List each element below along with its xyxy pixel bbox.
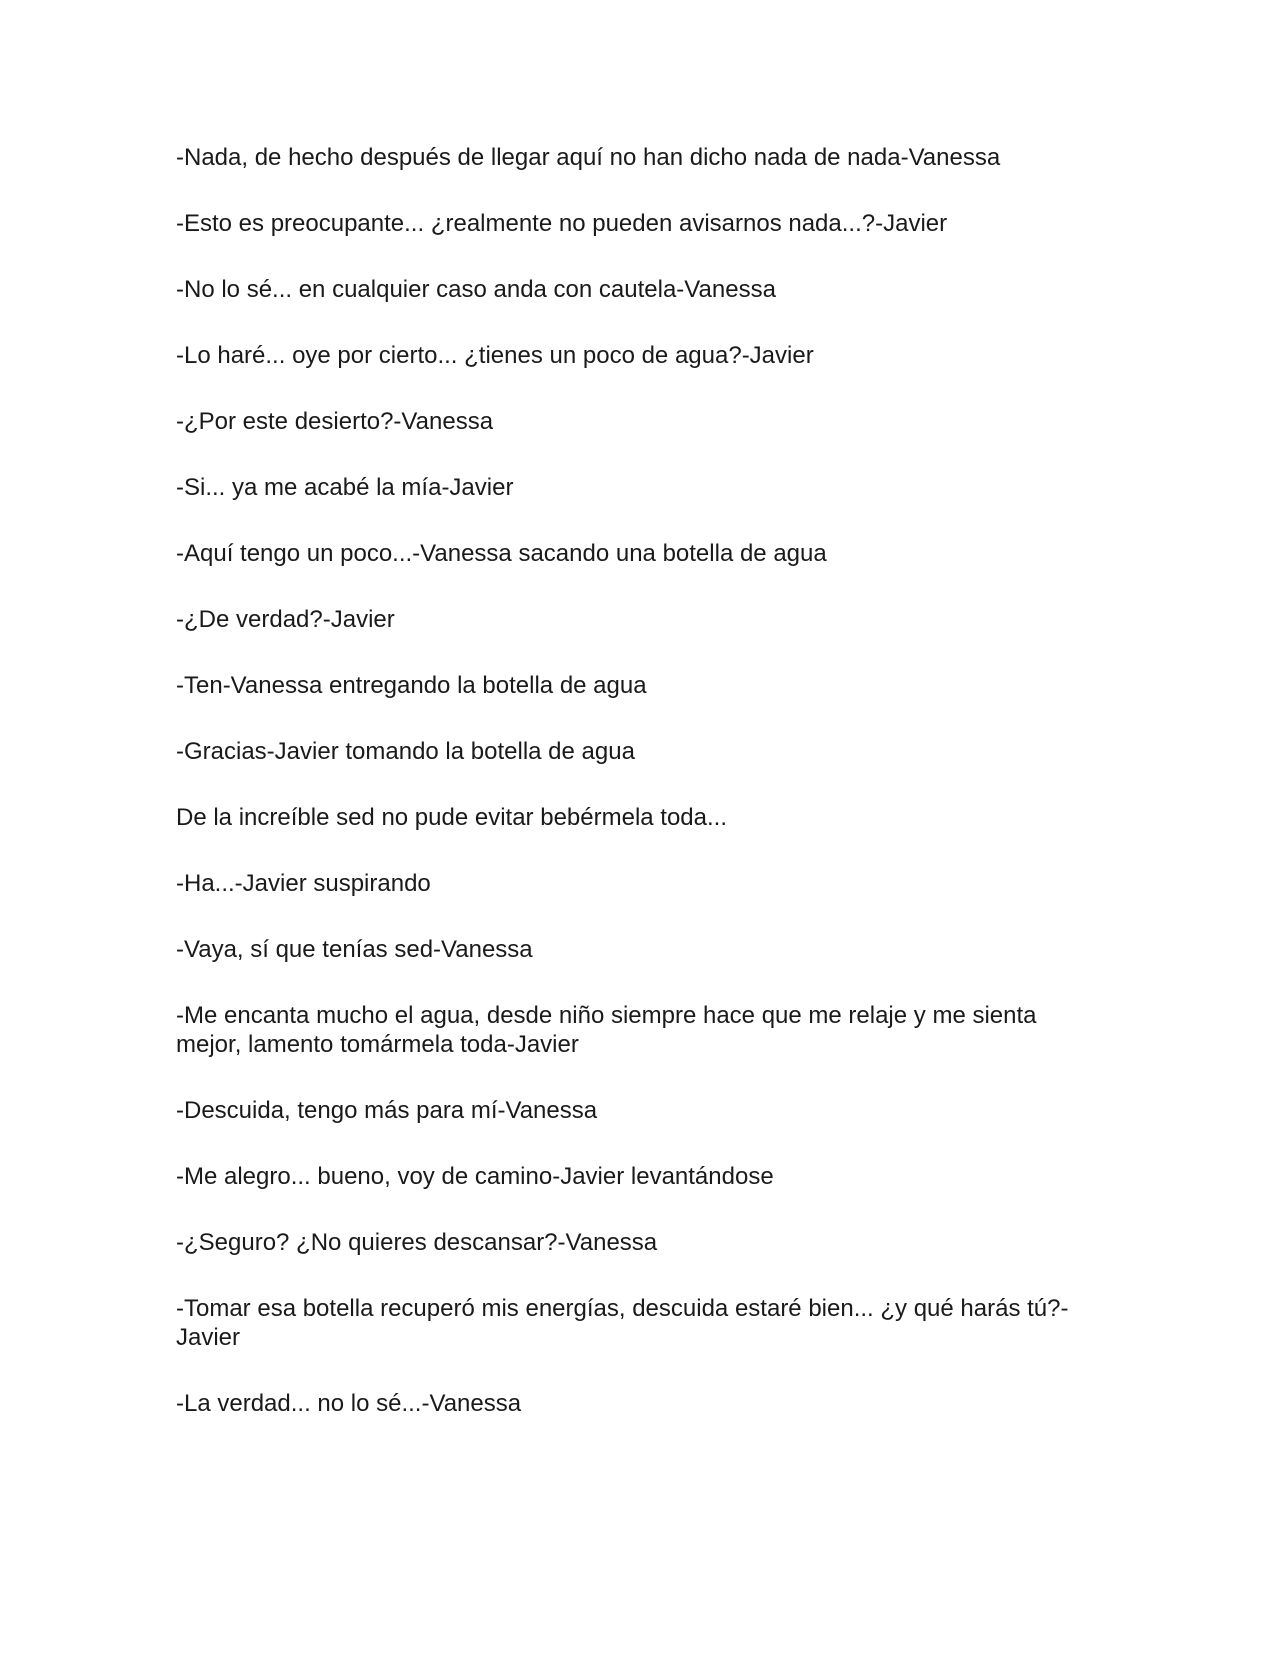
paragraph: -Me encanta mucho el agua, desde niño siempre hace que me relaje y me sienta mejor, lamento tomármela toda-Javier — [176, 1002, 1037, 1058]
paragraph: -Ha...-Javier suspirando — [176, 870, 431, 897]
paragraph: De la increíble sed no pude evitar bebérmela toda... — [176, 804, 728, 831]
paragraph: -Gracias-Javier tomando la botella de agua — [176, 738, 635, 765]
paragraph: -Nada, de hecho después de llegar aquí no han dicho nada de nada-Vanessa — [176, 144, 1001, 171]
paragraph: -Vaya, sí que tenías sed-Vanessa — [176, 936, 533, 963]
paragraph: -Lo haré... oye por cierto... ¿tienes un poco de agua?-Javier — [176, 342, 814, 369]
paragraph: -Descuida, tengo más para mí-Vanessa — [176, 1097, 598, 1124]
paragraph: -Esto es preocupante... ¿realmente no pueden avisarnos nada...?-Javier — [176, 210, 948, 237]
paragraph: -¿Seguro? ¿No quieres descansar?-Vanessa — [176, 1229, 658, 1256]
paragraph: -Si... ya me acabé la mía-Javier — [176, 474, 514, 501]
paragraph: -¿De verdad?-Javier — [176, 606, 395, 633]
document-body — [176, 143, 1096, 1455]
paragraph: -La verdad... no lo sé...-Vanessa — [176, 1390, 522, 1417]
paragraph: -¿Por este desierto?-Vanessa — [176, 408, 494, 435]
paragraph: -Ten-Vanessa entregando la botella de agua — [176, 672, 647, 699]
paragraph: -No lo sé... en cualquier caso anda con cautela-Vanessa — [176, 276, 776, 303]
paragraph: -Me alegro... bueno, voy de camino-Javier levantándose — [176, 1163, 774, 1190]
paragraph: -Aquí tengo un poco...-Vanessa sacando una botella de agua — [176, 540, 827, 567]
paragraph: -Tomar esa botella recuperó mis energías, descuida estaré bien... ¿y qué harás tú?-Javier — [176, 1295, 1069, 1351]
